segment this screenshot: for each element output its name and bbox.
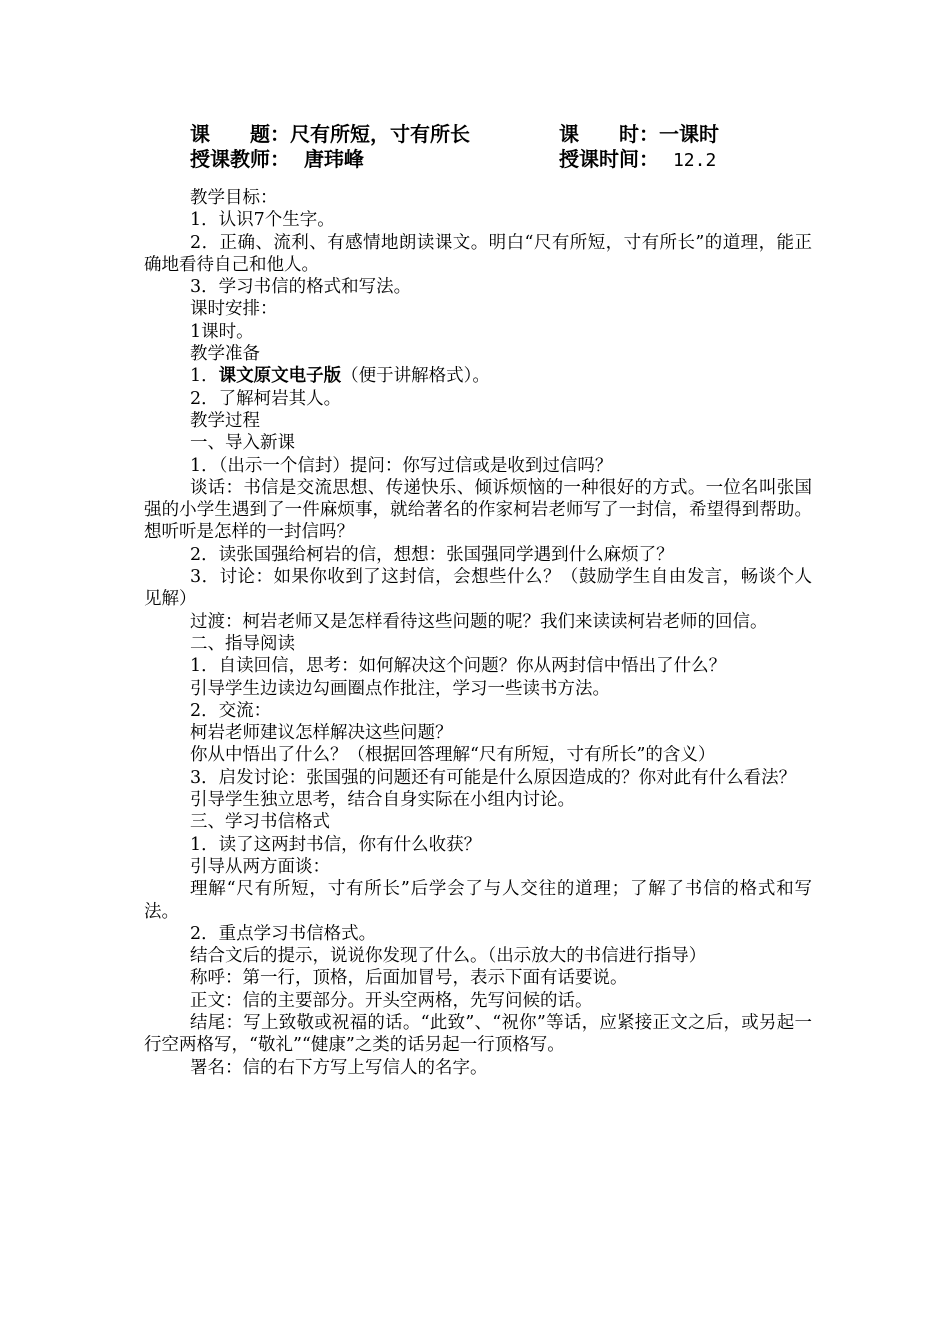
teacher-label: 授课教师：: [190, 147, 290, 171]
time-value: 12.2: [672, 150, 717, 171]
teacher-value: 唐玮峰: [303, 147, 364, 171]
paragraph: 3．启发讨论：张国强的问题还有可能是什么原因造成的？你对此有什么看法？: [190, 767, 797, 788]
paragraph: 1．读了这两封书信，你有什么收获？: [190, 834, 482, 855]
time-label: 授课时间：: [559, 147, 659, 171]
paragraph: 3．讨论：如果你收到了这封信，会想些什么？（鼓励学生自由发言，畅谈个人见解）: [144, 567, 812, 610]
paragraph: 柯岩老师建议怎样解决这些问题？: [190, 723, 453, 744]
paragraph: 理解“尺有所短，寸有所长”后学会了与人交往的道理；了解了书信的格式和写法。: [144, 879, 812, 922]
paragraph: 1．认识7个生字。: [190, 210, 335, 231]
paragraph: 引导学生独立思考，结合自身实际在小组内讨论。: [190, 790, 575, 811]
paragraph: 结合文后的提示，说说你发现了什么。（出示放大的书信进行指导）: [190, 946, 707, 967]
period-value: 一课时: [659, 122, 719, 146]
paragraph: 1．（出示一个信封）提问：你写过信或是收到过信吗？: [190, 455, 613, 476]
lesson-body: [144, 187, 812, 1079]
paragraph: 2．了解柯岩其人。: [190, 388, 342, 409]
paragraph: 署名：信的右下方写上写信人的名字。: [190, 1057, 488, 1078]
header-time: [559, 146, 716, 174]
paragraph-text: （便于讲解格式）。: [341, 366, 490, 387]
paragraph: 称呼：第一行，顶格，后面加冒号，表示下面有话要说。: [190, 968, 628, 989]
bold-text: 课文原文电子版: [218, 366, 342, 387]
item-number: 1．: [190, 366, 219, 387]
paragraph: 引导从两方面谈：: [190, 856, 330, 877]
subsection-heading: 二、指导阅读: [190, 633, 295, 654]
paragraph: 1课时。: [190, 321, 254, 342]
paragraph: 2．读张国强给柯岩的信，想想：张国强同学遇到什么麻烦了？: [190, 544, 674, 565]
paragraph: 结尾：写上致敬或祝福的话。“此致”、“祝你”等话，应紧接正文之后，或另起一行空两格写，“敬礼”“健康”之类的话另起一行顶格写。: [144, 1012, 812, 1056]
paragraph: 过渡：柯岩老师又是怎样看待这些问题的呢？我们来读读柯岩老师的回信。: [190, 611, 768, 632]
header-teacher: [190, 146, 364, 172]
paragraph: 2．正确、流利、有感情地朗读课文。明白“尺有所短，寸有所长”的道理，能正确地看待自己和他人。: [144, 232, 812, 275]
paragraph: 你从中悟出了什么？（根据回答理解“尺有所短，寸有所长”的含义）: [190, 745, 716, 766]
topic-value: 尺有所短，寸有所长: [290, 122, 470, 146]
section-heading: 教学过程: [190, 410, 260, 431]
paragraph: 3．学习书信的格式和写法。: [190, 277, 412, 298]
topic-label: 课 题：: [190, 122, 290, 146]
paragraph: 正文：信的主要部分。开头空两格，先写问候的话。: [190, 990, 593, 1011]
paragraph: 引导学生边读边勾画圈点作批注，学习一些读书方法。: [190, 678, 610, 699]
paragraph: 2．交流：: [190, 700, 272, 721]
header-topic: [190, 121, 470, 147]
paragraph: 2．重点学习书信格式。: [190, 923, 377, 944]
subsection-heading: 三、学习书信格式: [190, 812, 330, 833]
paragraph: 1．自读回信，思考：如何解决这个问题？你从两封信中悟出了什么？: [190, 656, 727, 677]
period-label: 课 时：: [559, 122, 659, 146]
header-period: [559, 121, 719, 147]
paragraph: [144, 365, 812, 387]
paragraph: 谈话：书信是交流思想、传递快乐、倾诉烦恼的一种很好的方式。一位名叫张国强的小学生遇到了一件麻烦事，就给著名的作家柯岩老师写了一封信，希望得到帮助。想听听是怎样的一封信吗？: [144, 477, 812, 543]
section-heading: 课时安排：: [190, 299, 278, 320]
section-heading: 教学准备: [190, 344, 260, 365]
section-heading: 教学目标：: [190, 188, 278, 208]
subsection-heading: 一、导入新课: [190, 433, 295, 454]
